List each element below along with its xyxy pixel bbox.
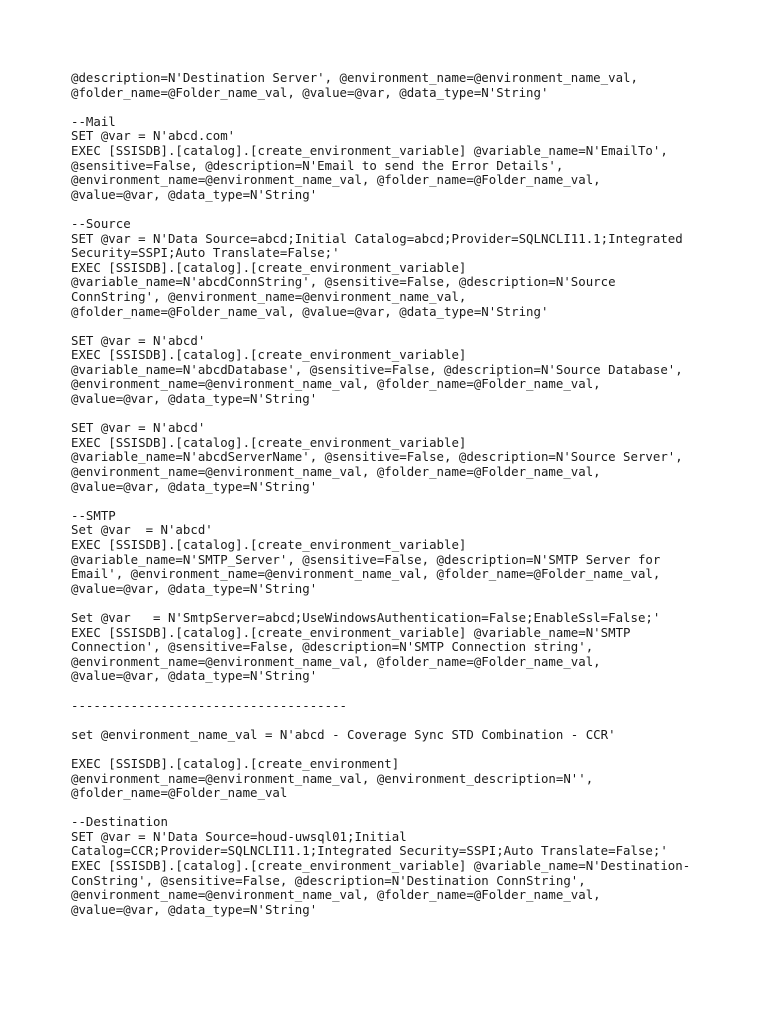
code-line: EXEC [SSISDB].[catalog].[create_environment_variable]: [71, 434, 467, 450]
code-block: [71, 757, 761, 801]
code-line: --Source: [71, 215, 131, 231]
blank-line: [71, 494, 761, 509]
code-line: @folder_name=@Folder_name_val, @value=@var, @data_type=N'String': [71, 84, 549, 100]
code-block: [71, 334, 761, 407]
blank-line: [71, 596, 761, 611]
code-line: @environment_name=@environment_name_val, @folder_name=@Folder_name_val,: [71, 887, 601, 903]
code-line: @value=@var, @data_type=N'String': [71, 668, 318, 684]
code-line: @value=@var, @data_type=N'String': [71, 901, 318, 917]
code-line: @value=@var, @data_type=N'String': [71, 186, 318, 202]
code-line: @variable_name=N'abcdServerName', @sensitive=False, @description=N'Source Server',: [71, 449, 683, 465]
blank-line: [71, 801, 761, 816]
code-line: Connection', @sensitive=False, @description=N'SMTP Connection string',: [71, 639, 594, 655]
code-line: -------------------------------------: [71, 697, 348, 713]
code-line: EXEC [SSISDB].[catalog].[create_environment_variable]: [71, 347, 467, 363]
code-line: @environment_name=@environment_name_val, @folder_name=@Folder_name_val,: [71, 376, 601, 392]
code-line: @environment_name=@environment_name_val, @folder_name=@Folder_name_val,: [71, 172, 601, 188]
code-line: ConnString', @environment_name=@environment_name_val,: [71, 288, 467, 304]
code-line: @description=N'Destination Server', @environment_name=@environment_name_val,: [71, 70, 638, 85]
code-line: @sensitive=False, @description=N'Email to send the Error Details',: [71, 157, 564, 173]
code-block: [71, 217, 761, 319]
blank-line: [71, 202, 761, 217]
code-block: [71, 699, 761, 714]
code-block: [71, 509, 761, 597]
code-line: Security=SSPI;Auto Translate=False;': [71, 245, 340, 261]
code-line: SET @var = N'abcd.com': [71, 128, 236, 144]
code-line: EXEC [SSISDB].[catalog].[create_environment_variable] @variable_name=N'Destination-: [71, 858, 691, 874]
code-line: --Destination: [71, 814, 168, 830]
blank-line: [71, 319, 761, 334]
code-block: [71, 611, 761, 684]
code-line: @folder_name=@Folder_name_val: [71, 785, 288, 801]
code-line: @environment_name=@environment_name_val, @folder_name=@Folder_name_val,: [71, 653, 601, 669]
code-line: @variable_name=N'abcdConnString', @sensitive=False, @description=N'Source: [71, 274, 616, 290]
code-line: SET @var = N'Data Source=houd-uwsql01;Initial: [71, 828, 407, 844]
blank-line: [71, 713, 761, 728]
code-line: @value=@var, @data_type=N'String': [71, 391, 318, 407]
code-line: @folder_name=@Folder_name_val, @value=@var, @data_type=N'String': [71, 303, 549, 319]
code-line: EXEC [SSISDB].[catalog].[create_environment]: [71, 755, 400, 771]
code-line: ConString', @sensitive=False, @description=N'Destination ConnString',: [71, 872, 586, 888]
code-line: Set @var = N'abcd': [71, 522, 213, 538]
code-line: @value=@var, @data_type=N'String': [71, 580, 318, 596]
blank-line: [71, 407, 761, 422]
blank-line: [71, 742, 761, 757]
blank-line: [71, 100, 761, 115]
code-block: [71, 815, 761, 917]
code-line: Email', @environment_name=@environment_name_val, @folder_name=@Folder_name_val,: [71, 566, 661, 582]
code-line: SET @var = N'abcd': [71, 420, 206, 436]
code-block: [71, 728, 761, 743]
blank-line: [71, 684, 761, 699]
code-line: SET @var = N'Data Source=abcd;Initial Catalog=abcd;Provider=SQLNCLI11.1;Integrated: [71, 230, 683, 246]
code-line: Catalog=CCR;Provider=SQLNCLI11.1;Integrated Security=SSPI;Auto Translate=False;': [71, 843, 668, 859]
code-block: [71, 71, 761, 100]
code-line: Set @var = N'SmtpServer=abcd;UseWindowsAuthentication=False;EnableSsl=False;': [71, 609, 661, 625]
code-line: --Mail: [71, 113, 116, 129]
code-line: EXEC [SSISDB].[catalog].[create_environment_variable] @variable_name=N'SMTP: [71, 624, 631, 640]
code-line: @environment_name=@environment_name_val, @folder_name=@Folder_name_val,: [71, 464, 601, 480]
code-block: [71, 115, 761, 203]
document-page: [71, 71, 761, 917]
code-line: EXEC [SSISDB].[catalog].[create_environment_variable]: [71, 537, 467, 552]
code-line: @variable_name=N'abcdDatabase', @sensitive=False, @description=N'Source Database',: [71, 361, 683, 377]
code-block: [71, 421, 761, 494]
code-line: @value=@var, @data_type=N'String': [71, 478, 318, 494]
code-line: @environment_name=@environment_name_val, @environment_description=N'',: [71, 770, 594, 786]
code-line: EXEC [SSISDB].[catalog].[create_environment_variable] @variable_name=N'EmailTo',: [71, 142, 668, 158]
code-line: --SMTP: [71, 507, 116, 523]
code-line: set @environment_name_val = N'abcd - Coverage Sync STD Combination - CCR': [71, 726, 616, 742]
code-line: @variable_name=N'SMTP_Server', @sensitive=False, @description=N'SMTP Server for: [71, 551, 661, 567]
code-line: SET @var = N'abcd': [71, 332, 206, 348]
code-line: EXEC [SSISDB].[catalog].[create_environment_variable]: [71, 259, 467, 275]
